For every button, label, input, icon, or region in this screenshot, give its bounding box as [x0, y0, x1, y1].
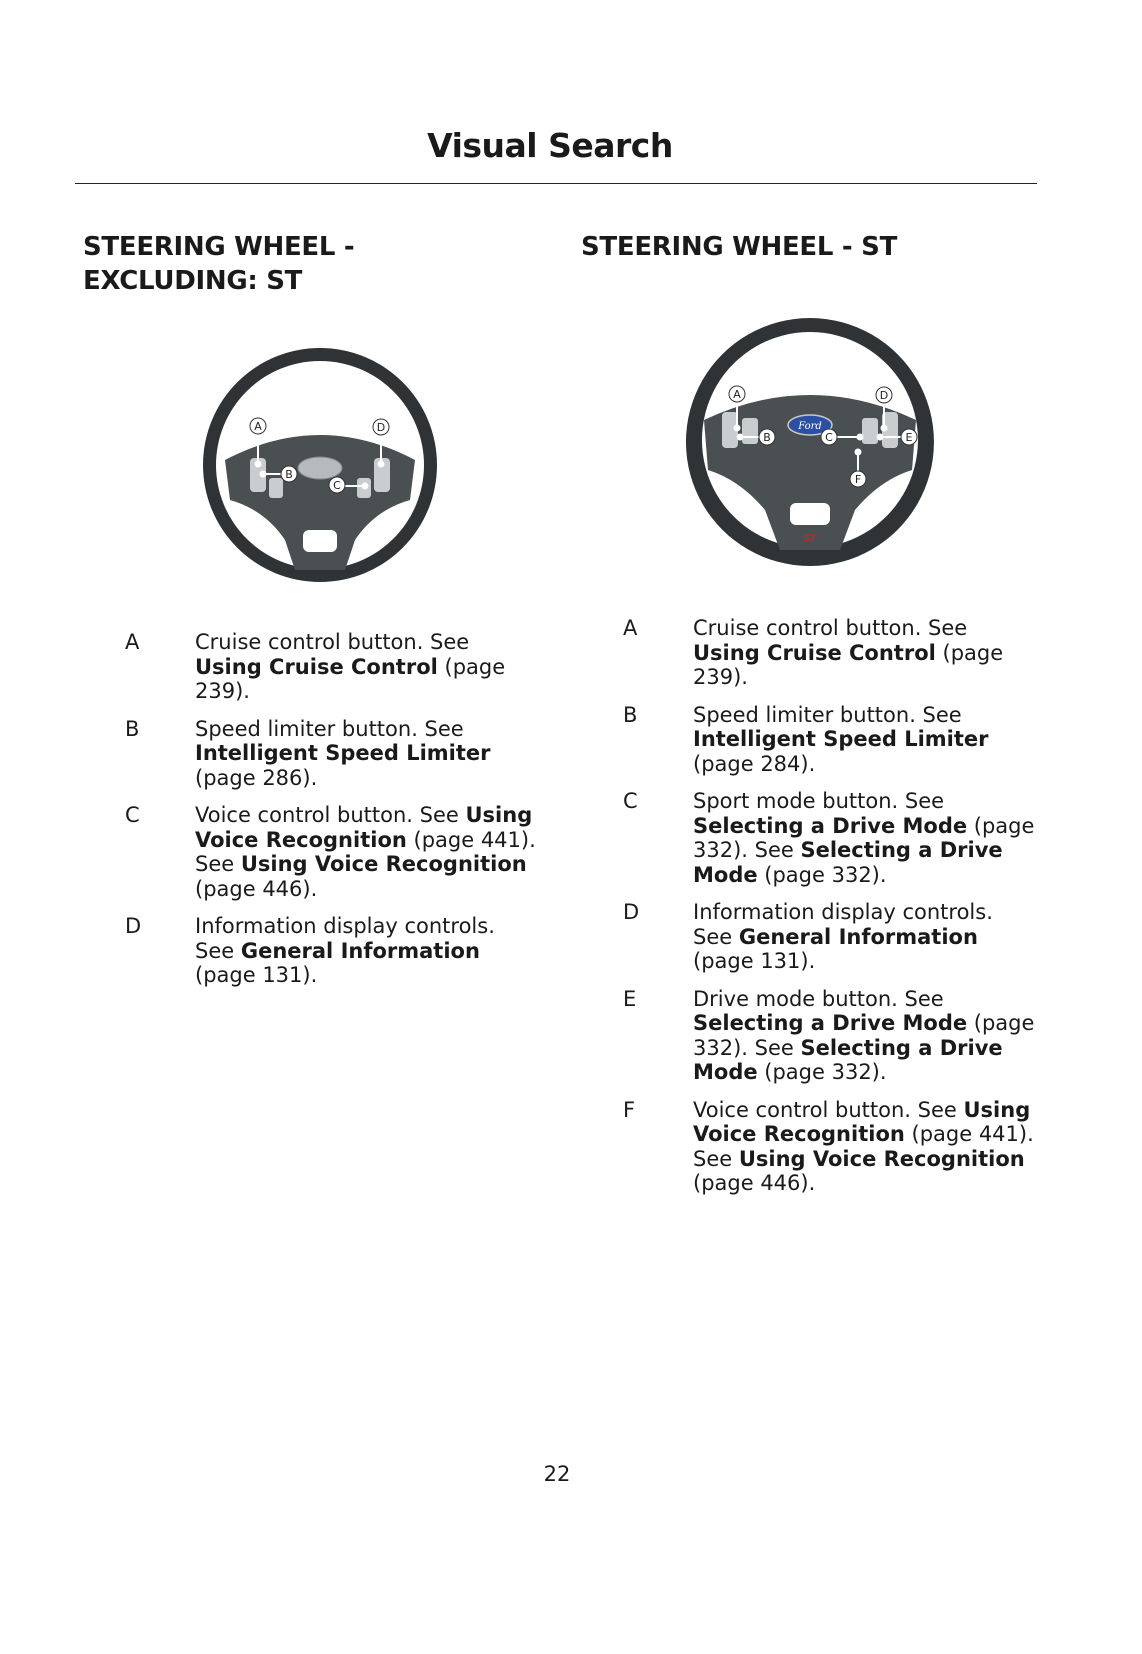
steering-wheel-illustration-left: [195, 340, 445, 590]
page-number: 22: [543, 1462, 571, 1486]
callout-label: A: [254, 420, 262, 433]
legend-item: [119, 803, 540, 901]
legend-description: Voice control button. See Using Voice Recognition (page 441). See Using Voice Recognition (page 446).: [195, 803, 536, 901]
cross-reference-link-text: Selecting a Drive Mode: [693, 813, 968, 838]
cross-reference-link-text: General Information: [240, 938, 480, 963]
cross-reference-link-text: Using Cruise Control: [693, 640, 936, 665]
heading-line: STEERING WHEEL -: [83, 232, 355, 262]
legend-letter: D: [125, 914, 142, 938]
legend-item: [119, 717, 540, 791]
legend-description: Cruise control button. See Using Cruise Control (page 239).: [693, 616, 1004, 689]
ford-logo: Ford: [798, 421, 822, 432]
section-heading-left: [83, 230, 354, 298]
legend-item: [617, 900, 1038, 974]
cross-reference-link-text: Using Voice Recognition: [738, 1146, 1025, 1171]
cross-reference-link-text: Selecting a Drive Mode: [693, 1011, 968, 1035]
legend-list-right: [617, 616, 1038, 1209]
legend-letter: C: [125, 803, 140, 827]
legend-letter: E: [623, 986, 637, 1011]
callout-label: C: [333, 479, 341, 492]
cross-reference-link-text: Selecting a Drive Mode: [693, 1035, 1003, 1084]
st-badge: ST: [803, 534, 817, 544]
legend-item: [617, 616, 1038, 690]
legend-letter: D: [623, 900, 640, 924]
cross-reference-link-text: Intelligent Speed Limiter: [693, 727, 989, 751]
legend-description: Information display controls. See General Information (page 131).: [693, 900, 993, 973]
section-heading-right: [581, 230, 897, 264]
callout-label: B: [763, 431, 771, 444]
callout-label: D: [879, 389, 889, 402]
page-title: Visual Search: [427, 126, 673, 165]
legend-letter: C: [623, 789, 638, 813]
legend-item: [119, 630, 540, 704]
cross-reference-link-text: Intelligent Speed Limiter: [195, 741, 491, 765]
cross-reference-link-text: Using Cruise Control: [195, 654, 438, 679]
steering-wheel-illustration-right: [680, 310, 940, 570]
legend-description: Speed limiter button. See Intelligent Speed Limiter (page 284).: [693, 702, 989, 776]
legend-list-left: [119, 630, 540, 1001]
legend-item: [119, 914, 540, 988]
legend-description: Drive mode button. See Selecting a Drive Mode (page 332). See Selecting a Drive Mode (page 332).: [693, 986, 1035, 1084]
callout-label: E: [905, 431, 913, 444]
cross-reference-link-text: General Information: [738, 924, 978, 949]
callout-label: F: [854, 473, 862, 486]
legend-description: Voice control button. See Using Voice Recognition (page 441). See Using Voice Recognition (page 446).: [693, 1097, 1034, 1195]
legend-description: Cruise control button. See Using Cruise Control (page 239).: [195, 630, 506, 703]
callout-label: A: [733, 388, 741, 401]
cross-reference-link-text: Using Voice Recognition: [693, 1097, 1031, 1146]
callout-label: B: [285, 468, 293, 481]
legend-item: [617, 789, 1038, 887]
legend-letter: B: [623, 702, 638, 727]
legend-item: [617, 987, 1038, 1085]
callout-label: D: [376, 421, 386, 434]
heading-line: STEERING WHEEL - ST: [581, 232, 898, 262]
legend-letter: F: [623, 1097, 636, 1122]
cross-reference-link-text: Selecting a Drive Mode: [693, 838, 1003, 887]
legend-item: [617, 703, 1038, 777]
callout-label: C: [825, 431, 833, 444]
legend-item: [617, 1098, 1038, 1196]
legend-letter: A: [623, 616, 638, 640]
legend-description: Speed limiter button. See Intelligent Speed Limiter (page 286).: [195, 716, 491, 790]
legend-letter: A: [125, 630, 140, 654]
legend-description: Sport mode button. See Selecting a Drive Mode (page 332). See Selecting a Drive Mode (page 332).: [693, 789, 1035, 887]
cross-reference-link-text: Using Voice Recognition: [195, 803, 533, 852]
legend-letter: B: [125, 716, 140, 741]
legend-description: Information display controls. See General Information (page 131).: [195, 914, 495, 987]
cross-reference-link-text: Using Voice Recognition: [240, 852, 527, 876]
title-divider: [75, 183, 1037, 184]
heading-line: EXCLUDING: ST: [83, 266, 303, 296]
